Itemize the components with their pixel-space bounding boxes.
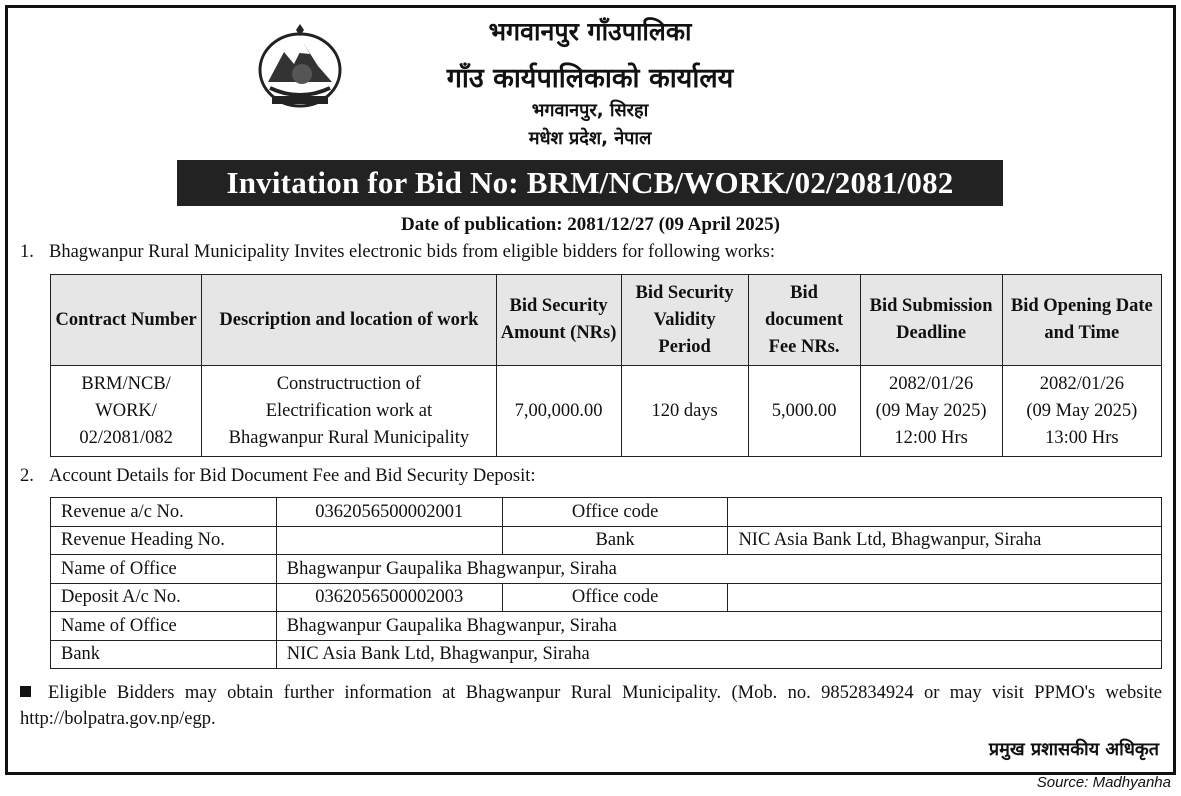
office-code-value: [728, 583, 1162, 612]
municipality-name: भगवानपुर गाँउपालिका: [488, 17, 692, 46]
source-credit: Source: Madhyanha: [1036, 774, 1171, 791]
col-description: Description and location of work: [202, 275, 496, 366]
office-location: भगवानपुर, सिरहा: [531, 100, 649, 121]
office-code-label: Office code: [502, 498, 728, 527]
bid-table: [50, 274, 1162, 457]
cell-validity: 120 days: [621, 366, 748, 457]
cell-line: Constructruction of: [276, 373, 422, 394]
item-2: [20, 466, 536, 487]
cell-line: Electrification work at: [265, 400, 433, 421]
cell-line: (09 May 2025): [875, 400, 987, 421]
cell-security-amount: 7,00,000.00: [496, 366, 621, 457]
revenue-heading-label: Revenue Heading No.: [51, 526, 277, 555]
col-contract-number: Contract Number: [51, 275, 202, 366]
cell-line: 02/2081/082: [79, 427, 173, 448]
item-1-number: 1.: [20, 242, 34, 262]
office-name-value: Bhagwanpur Gaupalika Bhagwanpur, Siraha: [276, 612, 1161, 641]
office-name-label: Name of Office: [51, 612, 277, 641]
cell-line: Bhagwanpur Rural Municipality: [228, 427, 470, 448]
revenue-ac-value: 0362056500002001: [276, 498, 502, 527]
bank-value: NIC Asia Bank Ltd, Bhagwanpur, Siraha: [728, 526, 1162, 555]
office-name-label: Name of Office: [51, 555, 277, 584]
cell-opening: [1002, 366, 1161, 457]
table-row: [51, 640, 1162, 669]
table-row: [51, 612, 1162, 641]
bid-table-header: [51, 275, 1162, 366]
col-bid-security-amount: Bid Security Amount (NRs): [496, 275, 621, 366]
province-country: मधेश प्रदेश, नेपाल: [528, 128, 652, 149]
table-row: [51, 526, 1162, 555]
col-submission-deadline: Bid Submission Deadline: [860, 275, 1002, 366]
deposit-ac-value: 0362056500002003: [276, 583, 502, 612]
cell-description: [202, 366, 496, 457]
cell-deadline: [860, 366, 1002, 457]
office-code-label: Office code: [502, 583, 728, 612]
col-opening-date: Bid Opening Date and Time: [1002, 275, 1161, 366]
revenue-heading-value: [276, 526, 502, 555]
col-validity-period: Bid Security Validity Period: [621, 275, 748, 366]
office-name: गाँउ कार्यपालिकाको कार्यालय: [446, 63, 734, 94]
cell-line: 12:00 Hrs: [894, 427, 968, 448]
cell-fee: 5,000.00: [748, 366, 860, 457]
eligibility-note: [20, 680, 1162, 732]
cell-line: 2082/01/26: [888, 373, 974, 394]
cell-line: BRM/NCB/: [81, 373, 171, 394]
publication-date: Date of publication: 2081/12/27 (09 April 2025): [401, 214, 780, 235]
cell-line: 2082/01/26: [1039, 373, 1124, 394]
bank-label: Bank: [502, 526, 728, 555]
account-table: [50, 497, 1162, 669]
item-2-number: 2.: [20, 466, 34, 486]
revenue-ac-label: Revenue a/c No.: [51, 498, 277, 527]
bank-value: NIC Asia Bank Ltd, Bhagwanpur, Siraha: [276, 640, 1161, 669]
col-document-fee: Bid document Fee NRs.: [748, 275, 860, 366]
signatory-title: प्रमुख प्रशासकीय अधिकृत: [988, 739, 1159, 760]
square-bullet-icon: [20, 686, 31, 697]
cell-line: WORK/: [95, 400, 157, 421]
item-1-text: Bhagwanpur Rural Municipality Invites electronic bids from eligible bidders for following works:: [49, 242, 775, 262]
table-row: [51, 366, 1162, 457]
item-1: [20, 242, 775, 263]
office-name-value: Bhagwanpur Gaupalika Bhagwanpur, Siraha: [276, 555, 1161, 584]
table-row: [51, 498, 1162, 527]
note-text: Eligible Bidders may obtain further information at Bhagwanpur Rural Municipality. (Mob. no. 9852834924 or may visit PPMO's website http://bolpatra.gov.np/egp.: [20, 683, 1162, 729]
table-row: [51, 555, 1162, 584]
office-code-value: [728, 498, 1162, 527]
item-2-text: Account Details for Bid Document Fee and Bid Security Deposit:: [49, 466, 536, 486]
cell-contract-number: [51, 366, 202, 457]
deposit-ac-label: Deposit A/c No.: [51, 583, 277, 612]
cell-line: (09 May 2025): [1026, 400, 1138, 421]
bank-label: Bank: [51, 640, 277, 669]
table-row: [51, 583, 1162, 612]
cell-line: 13:00 Hrs: [1045, 427, 1119, 448]
bid-title-banner: Invitation for Bid No: BRM/NCB/WORK/02/2081/082: [177, 160, 1003, 206]
